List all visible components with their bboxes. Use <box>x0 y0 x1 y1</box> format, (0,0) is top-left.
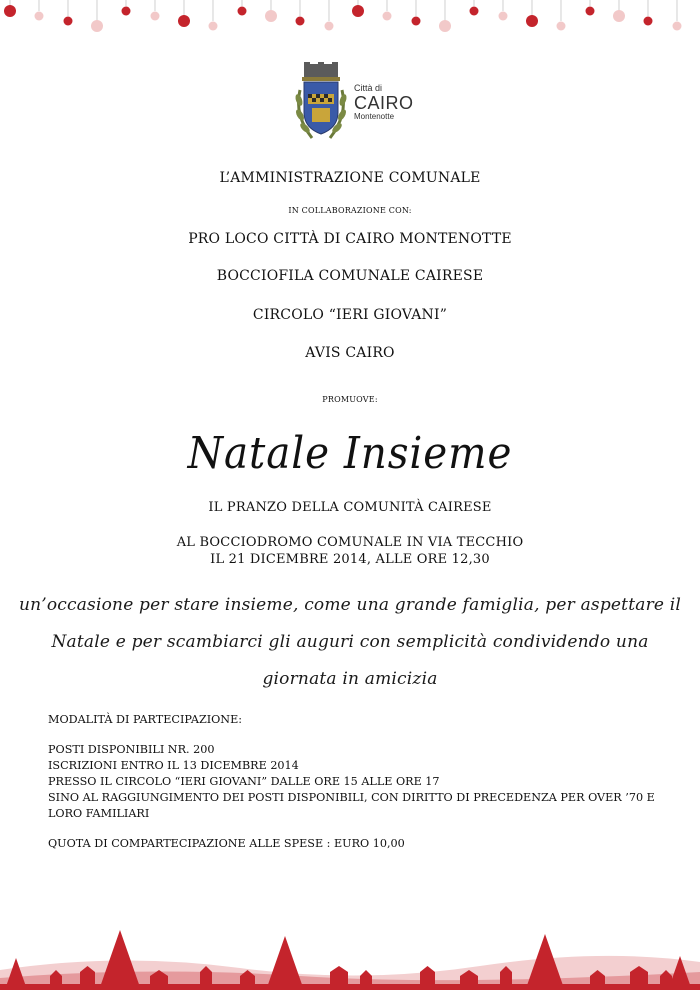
ornament-ball <box>499 12 508 21</box>
ornament-ball <box>296 17 305 26</box>
tree-shape <box>268 936 303 986</box>
ornament-ball <box>238 7 247 16</box>
message-line: giornata in amicizia <box>262 669 438 689</box>
ornament-ball <box>4 5 16 17</box>
ornament-ball <box>526 15 538 27</box>
house-shape <box>330 966 348 986</box>
ornament-ball <box>412 17 421 26</box>
detail-line: POSTI DISPONIBILI NR. 200 <box>48 743 215 756</box>
ornament-ball <box>352 5 364 17</box>
event-message <box>0 587 700 698</box>
city-name: CAIRO <box>354 93 414 113</box>
partner-bocciofila: BOCCIOFILA COMUNALE CAIRESE <box>216 268 484 284</box>
ornament-garland <box>0 0 700 45</box>
message-line: Natale e per scambiarci gli auguri con semplicità condividendo una <box>51 632 649 652</box>
event-location: AL BOCCIODROMO COMUNALE IN VIA TECCHIO <box>176 535 524 550</box>
event-subtitle: IL PRANZO DELLA COMUNITÀ CAIRESE <box>208 500 492 515</box>
ornament-ball <box>265 10 277 22</box>
participation-heading: MODALITÀ DI PARTECIPAZIONE: <box>48 713 243 726</box>
partner-pro-loco: PRO LOCO CITTÀ DI CAIRO MONTENOTTE <box>188 231 512 247</box>
ornament-ball <box>122 7 131 16</box>
ornament-ball <box>178 15 190 27</box>
ornament-ball <box>439 20 451 32</box>
detail-line: LORO FAMILIARI <box>48 807 150 820</box>
event-title: Natale Insieme <box>187 428 513 479</box>
message-line: un’occasione per stare insieme, come una grande famiglia, per aspettare il <box>18 595 682 615</box>
ornament-ball <box>91 20 103 32</box>
administration-heading: L’AMMINISTRAZIONE COMUNALE <box>219 170 481 186</box>
city-prefix: Città di <box>354 83 383 93</box>
participation-fee: QUOTA DI COMPARTECIPAZIONE ALLE SPESE : EURO 10,00 <box>48 837 405 850</box>
detail-line: ISCRIZIONI ENTRO IL 13 DICEMBRE 2014 <box>48 759 299 772</box>
ornament-ball <box>383 12 392 21</box>
house-shape <box>420 966 435 986</box>
house-shape <box>360 970 372 986</box>
event-datetime: IL 21 DICEMBRE 2014, ALLE ORE 12,30 <box>210 552 490 567</box>
ornament-ball <box>613 10 625 22</box>
ornament-ball <box>151 12 160 21</box>
city-suffix: Montenotte <box>354 112 395 121</box>
collaboration-label: IN COLLABORAZIONE CON: <box>288 206 412 215</box>
ornament-ball <box>557 22 566 31</box>
tree-shape <box>100 930 139 986</box>
detail-line: SINO AL RAGGIUNGIMENTO DEI POSTI DISPONIBILI, CON DIRITTO DI PRECEDENZA PER OVER ’70 E <box>48 791 655 804</box>
ornament-ball <box>470 7 479 16</box>
promotes-label: PROMUOVE: <box>322 395 378 404</box>
ornament-ball <box>644 17 653 26</box>
partner-avis: AVIS CAIRO <box>305 345 395 361</box>
participation-details <box>48 742 668 822</box>
christmas-village-illustration <box>0 910 700 990</box>
city-logo-text <box>354 84 414 121</box>
ornament-ball <box>209 22 218 31</box>
ornament-ball <box>325 22 334 31</box>
ornament-ball <box>586 7 595 16</box>
partner-circolo: CIRCOLO “IERI GIOVANI” <box>252 307 448 323</box>
ornament-ball <box>673 22 682 31</box>
ornament-ball <box>35 12 44 21</box>
detail-line: PRESSO IL CIRCOLO “IERI GIOVANI” DALLE ORE 15 ALLE ORE 17 <box>48 775 440 788</box>
ornament-ball <box>64 17 73 26</box>
